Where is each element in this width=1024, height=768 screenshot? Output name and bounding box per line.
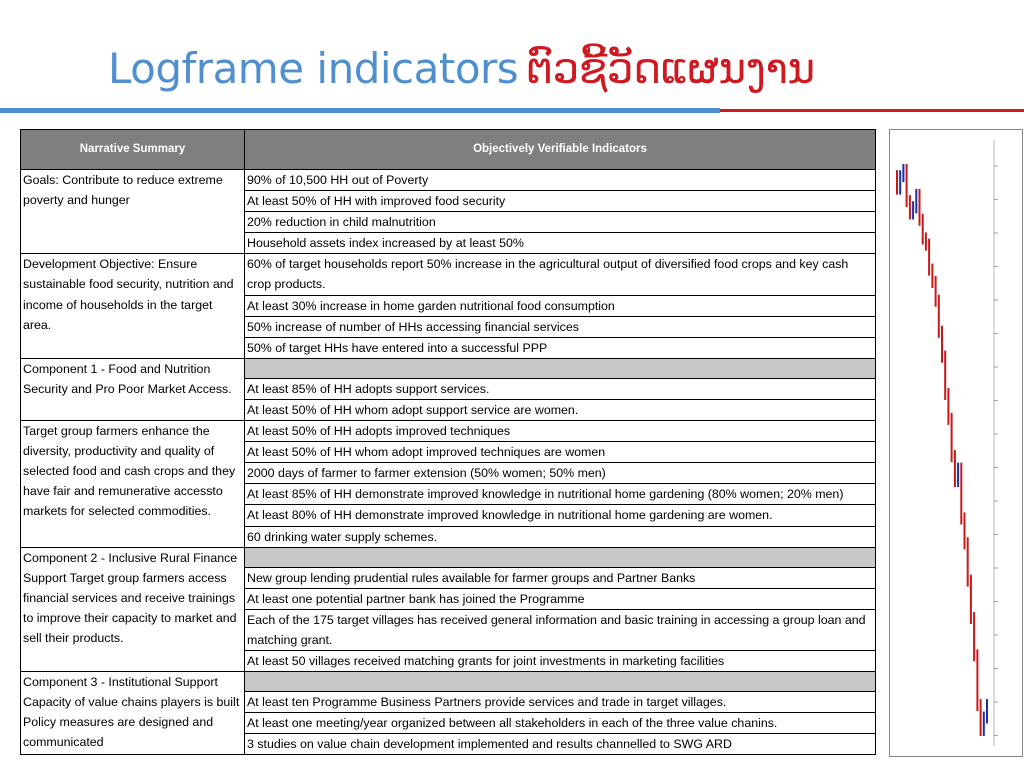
indicator-cell: At least one meeting/year organized between all stakeholders in each of the three value chanins.	[245, 713, 876, 734]
narrative-goals: Goals: Contribute to reduce extreme poverty and hunger	[21, 170, 245, 254]
candle-bar	[976, 649, 978, 711]
indicator-cell: At least one potential partner bank has joined the Programme	[245, 588, 876, 609]
title-english: Logframe indicators	[108, 44, 519, 93]
indicator-cell: At least 50% of HH adopts improved techniques	[245, 421, 876, 442]
candle-bar	[919, 189, 921, 226]
candle-bar	[967, 537, 969, 586]
indicator-cell: 20% reduction in child malnutrition	[245, 212, 876, 233]
indicator-cell: Each of the 175 target villages has received general information and basic training in accessing a group loan and matching grant.	[245, 609, 876, 650]
candle-bar	[896, 170, 898, 194]
indicator-cell-shaded	[245, 358, 876, 378]
narrative-target-group-farmers: Target group farmers enhance the diversity, productivity and quality of selected food and cash crops and they have fair and remunerative accessto markets for selected commodities.	[21, 421, 245, 548]
indicator-cell: Household assets index increased by at least 50%	[245, 233, 876, 254]
candle-bar	[941, 326, 943, 363]
indicator-cell: At least 85% of HH adopts support services.	[245, 378, 876, 399]
candle-bar	[944, 351, 946, 400]
indicator-cell: At least 50 villages received matching grants for joint investments in marketing facilities	[245, 650, 876, 671]
candle-bar	[915, 189, 917, 213]
header-narrative-summary: Narrative Summary	[21, 130, 245, 170]
candle-bar	[954, 450, 956, 487]
title-lao: ຕົວຊີ້ວັດແຜນງານ	[526, 44, 815, 93]
indicator-cell: 60 drinking water supply schemes.	[245, 526, 876, 547]
header-indicators: Objectively Verifiable Indicators	[245, 130, 876, 170]
narrative-component-2: Component 2 - Inclusive Rural Finance Support Target group farmers access financial services and receive trainings to improve their capacity to market and sell their products.	[21, 547, 245, 671]
indicator-cell: At least ten Programme Business Partners provide services and trade in target villages.	[245, 692, 876, 713]
candle-bar	[964, 512, 966, 549]
indicator-cell: 50% increase of number of HHs accessing financial services	[245, 316, 876, 337]
table-row	[21, 672, 876, 692]
indicator-cell: 2000 days of farmer to farmer extension (50% women; 50% men)	[245, 463, 876, 484]
indicator-cell-shaded	[245, 672, 876, 692]
indicator-cell: 3 studies on value chain development implemented and results channelled to SWG ARD	[245, 734, 876, 755]
candle-bar	[902, 164, 904, 182]
price-chart-svg	[890, 130, 1022, 756]
candle-bar	[935, 276, 937, 307]
candle-bar	[960, 463, 962, 525]
candle-bar	[951, 413, 953, 462]
candle-bar	[947, 388, 949, 425]
price-chart	[889, 129, 1023, 757]
title-rule-blue	[0, 108, 720, 113]
candle-bar	[925, 232, 927, 250]
logframe-table	[20, 129, 876, 755]
candle-bar	[973, 612, 975, 661]
candle-bar	[899, 170, 901, 194]
indicator-cell: At least 80% of HH demonstrate improved knowledge in nutritional home gardening are women.	[245, 505, 876, 526]
table-row	[21, 254, 876, 295]
indicator-cell: 50% of target HHs have entered into a successful PPP	[245, 337, 876, 358]
table-row	[21, 421, 876, 442]
candle-bar	[931, 264, 933, 288]
indicator-cell: 60% of target households report 50% increase in the agricultural output of diversified food crops and key cash crop products.	[245, 254, 876, 295]
candle-bar	[970, 575, 972, 624]
candle-bar	[928, 239, 930, 276]
candle-bar	[986, 699, 988, 723]
narrative-component-3: Component 3 - Institutional Support Capacity of value chains players is built Policy measures are designed and communicated	[21, 672, 245, 755]
narrative-development-objective: Development Objective: Ensure sustainable food security, nutrition and income of households in the target area.	[21, 254, 245, 358]
indicator-cell: At least 50% of HH with improved food security	[245, 191, 876, 212]
indicator-cell: At least 50% of HH whom adopt support service are women.	[245, 399, 876, 420]
table-header-row	[21, 130, 876, 170]
indicator-cell: At least 85% of HH demonstrate improved knowledge in nutritional home gardening (80% women; 20% men)	[245, 484, 876, 505]
indicator-cell: At least 50% of HH whom adopt improved techniques are women	[245, 442, 876, 463]
indicator-cell-shaded	[245, 547, 876, 567]
title-rule-red	[720, 109, 1024, 112]
slide-title	[108, 44, 815, 93]
candle-bar	[909, 195, 911, 219]
candle-bar	[938, 295, 940, 338]
table-row	[21, 358, 876, 378]
table-row	[21, 547, 876, 567]
table-row	[21, 170, 876, 191]
narrative-component-1: Component 1 - Food and Nutrition Security and Pro Poor Market Access.	[21, 358, 245, 420]
candle-bar	[957, 463, 959, 487]
candle-bar	[922, 214, 924, 245]
indicator-cell: 90% of 10,500 HH out of Poverty	[245, 170, 876, 191]
candle-bar	[912, 201, 914, 219]
candle-bar	[983, 712, 985, 736]
candle-bar	[906, 164, 908, 207]
indicator-cell: At least 30% increase in home garden nutritional food consumption	[245, 295, 876, 316]
candle-bar	[980, 699, 982, 736]
indicator-cell: New group lending prudential rules available for farmer groups and Partner Banks	[245, 567, 876, 588]
